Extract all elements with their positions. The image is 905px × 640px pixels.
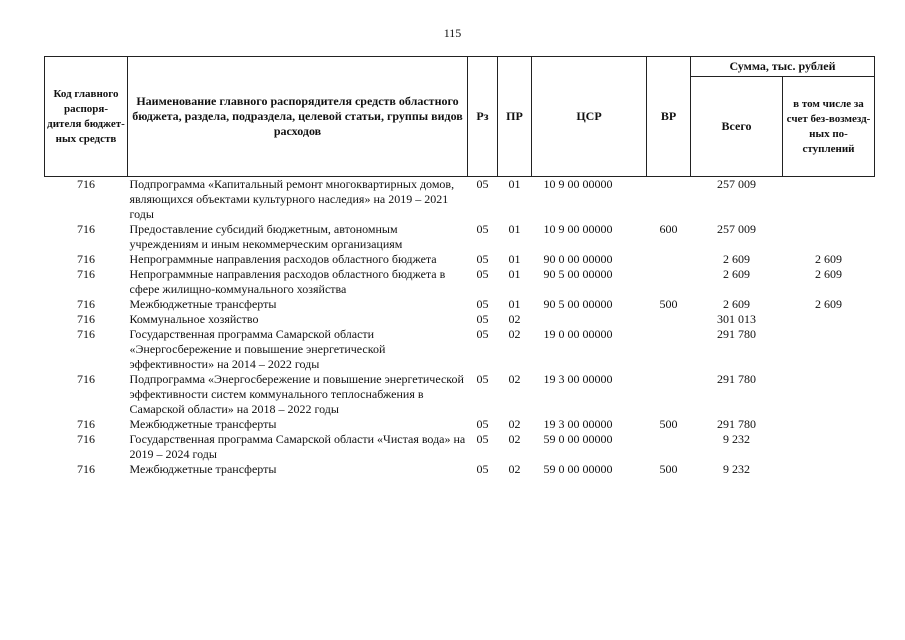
cell-kod: 716 (77, 297, 95, 311)
cell-total: 257 009 (717, 222, 756, 236)
cell-pr: 01 (508, 177, 521, 191)
cell-csr: 59 0 00 00000 (543, 432, 613, 446)
cell-kod: 716 (77, 222, 95, 236)
header-kod: Код главного распоря-дителя бюджет-ных средств (45, 57, 128, 177)
cell-csr: 90 5 00 00000 (543, 267, 613, 281)
cell-rz: 05 (476, 222, 489, 236)
header-vr: ВР (647, 57, 691, 177)
cell-rz: 05 (476, 327, 489, 341)
cell-rz: 05 (476, 462, 489, 476)
cell-csr: 19 0 00 00000 (543, 327, 613, 341)
budget-table (44, 56, 875, 477)
cell-fed: 2 609 (815, 252, 842, 266)
cell-pr: 01 (508, 222, 521, 236)
cell-vr: 600 (659, 222, 678, 236)
cell-total: 9 232 (723, 432, 750, 446)
cell-vr (647, 432, 691, 462)
cell-kod: 716 (77, 372, 95, 386)
cell-total: 9 232 (723, 462, 750, 476)
cell-fed (783, 222, 875, 252)
cell-pr: 01 (508, 297, 521, 311)
header-rz: Рз (468, 57, 498, 177)
cell-kod: 716 (77, 417, 95, 431)
table-row (45, 177, 875, 223)
cell-rz: 05 (476, 312, 489, 326)
cell-vr: 500 (659, 297, 678, 311)
cell-total: 301 013 (717, 312, 756, 326)
header-pr: ПР (498, 57, 532, 177)
cell-name: Непрограммные направления расходов областного бюджета (129, 252, 437, 266)
cell-name: Государственная программа Самарской области «Энергосбережение и повышение энергетической эффективности» на 2014 – 2022 годы (129, 327, 386, 371)
cell-vr: 500 (659, 417, 678, 431)
table-row (45, 297, 875, 312)
cell-vr (647, 177, 691, 223)
cell-total: 2 609 (723, 297, 750, 311)
cell-rz: 05 (476, 432, 489, 446)
cell-rz: 05 (476, 267, 489, 281)
cell-fed (783, 432, 875, 462)
cell-csr: 90 5 00 00000 (543, 297, 613, 311)
cell-name: Подпрограмма «Капитальный ремонт многоквартирных домов, являющихся объектами культурного наследия» на 2019 – 2021 годы (129, 177, 455, 221)
cell-name: Межбюджетные трансферты (129, 462, 277, 476)
cell-pr: 02 (508, 327, 521, 341)
cell-fed (783, 327, 875, 372)
cell-fed (783, 462, 875, 477)
cell-csr: 10 9 00 00000 (543, 222, 613, 236)
table-row (45, 417, 875, 432)
cell-vr (647, 327, 691, 372)
cell-csr: 59 0 00 00000 (543, 462, 613, 476)
cell-total: 291 780 (717, 327, 756, 341)
cell-total: 257 009 (717, 177, 756, 191)
header-total: Всего (691, 77, 783, 177)
cell-rz: 05 (476, 177, 489, 191)
cell-name: Подпрограмма «Энергосбережение и повышение энергетической эффективности систем коммунального теплоснабжения в Самарской области» на 2018 – 2022 годы (129, 372, 464, 416)
cell-kod: 716 (77, 312, 95, 326)
cell-csr (532, 312, 647, 327)
cell-rz: 05 (476, 252, 489, 266)
header-csr: ЦСР (532, 57, 647, 177)
cell-kod: 716 (77, 267, 95, 281)
table-row (45, 267, 875, 297)
cell-rz: 05 (476, 417, 489, 431)
cell-name: Непрограммные направления расходов областного бюджета в сфере жилищно-коммунального хозяйства (129, 267, 446, 296)
cell-pr: 02 (508, 312, 521, 326)
table-row (45, 462, 875, 477)
cell-kod: 716 (77, 462, 95, 476)
cell-fed (783, 177, 875, 223)
cell-vr (647, 267, 691, 297)
cell-kod: 716 (77, 252, 95, 266)
table-row (45, 252, 875, 267)
table-body (45, 177, 875, 478)
cell-fed (783, 312, 875, 327)
header-sum: Сумма, тыс. рублей (691, 57, 875, 77)
header-name: Наименование главного распорядителя средств областного бюджета, раздела, подраздела, целевой статьи, группы видов расходов (128, 57, 468, 177)
cell-pr: 02 (508, 372, 521, 386)
cell-name: Государственная программа Самарской области «Чистая вода» на 2019 – 2024 годы (129, 432, 466, 461)
cell-fed: 2 609 (815, 297, 842, 311)
cell-kod: 716 (77, 432, 95, 446)
cell-vr (647, 312, 691, 327)
cell-pr: 01 (508, 252, 521, 266)
cell-vr (647, 252, 691, 267)
table-row (45, 372, 875, 417)
cell-rz: 05 (476, 372, 489, 386)
cell-pr: 02 (508, 432, 521, 446)
cell-kod: 716 (77, 177, 95, 191)
cell-total: 291 780 (717, 372, 756, 386)
cell-name: Межбюджетные трансферты (129, 297, 277, 311)
cell-name: Коммунальное хозяйство (129, 312, 259, 326)
cell-kod: 716 (77, 327, 95, 341)
table-row (45, 312, 875, 327)
cell-name: Предоставление субсидий бюджетным, автономным учреждениям и иным некоммерческим организациям (129, 222, 403, 251)
cell-vr: 500 (659, 462, 678, 476)
cell-total: 2 609 (723, 252, 750, 266)
cell-total: 291 780 (717, 417, 756, 431)
cell-csr: 19 3 00 00000 (543, 417, 613, 431)
table-row (45, 327, 875, 372)
cell-rz: 05 (476, 297, 489, 311)
cell-csr: 19 3 00 00000 (543, 372, 613, 386)
table-row (45, 222, 875, 252)
cell-csr: 10 9 00 00000 (543, 177, 613, 191)
cell-pr: 01 (508, 267, 521, 281)
cell-vr (647, 372, 691, 417)
cell-pr: 02 (508, 417, 521, 431)
table-row (45, 432, 875, 462)
cell-pr: 02 (508, 462, 521, 476)
cell-csr: 90 0 00 00000 (543, 252, 613, 266)
cell-total: 2 609 (723, 267, 750, 281)
cell-fed (783, 372, 875, 417)
cell-name: Межбюджетные трансферты (129, 417, 277, 431)
cell-fed (783, 417, 875, 432)
page-number: 115 (443, 26, 462, 40)
header-fed: в том числе за счет без-возмезд-ных по-ступлений (783, 77, 875, 177)
cell-fed: 2 609 (815, 267, 842, 281)
